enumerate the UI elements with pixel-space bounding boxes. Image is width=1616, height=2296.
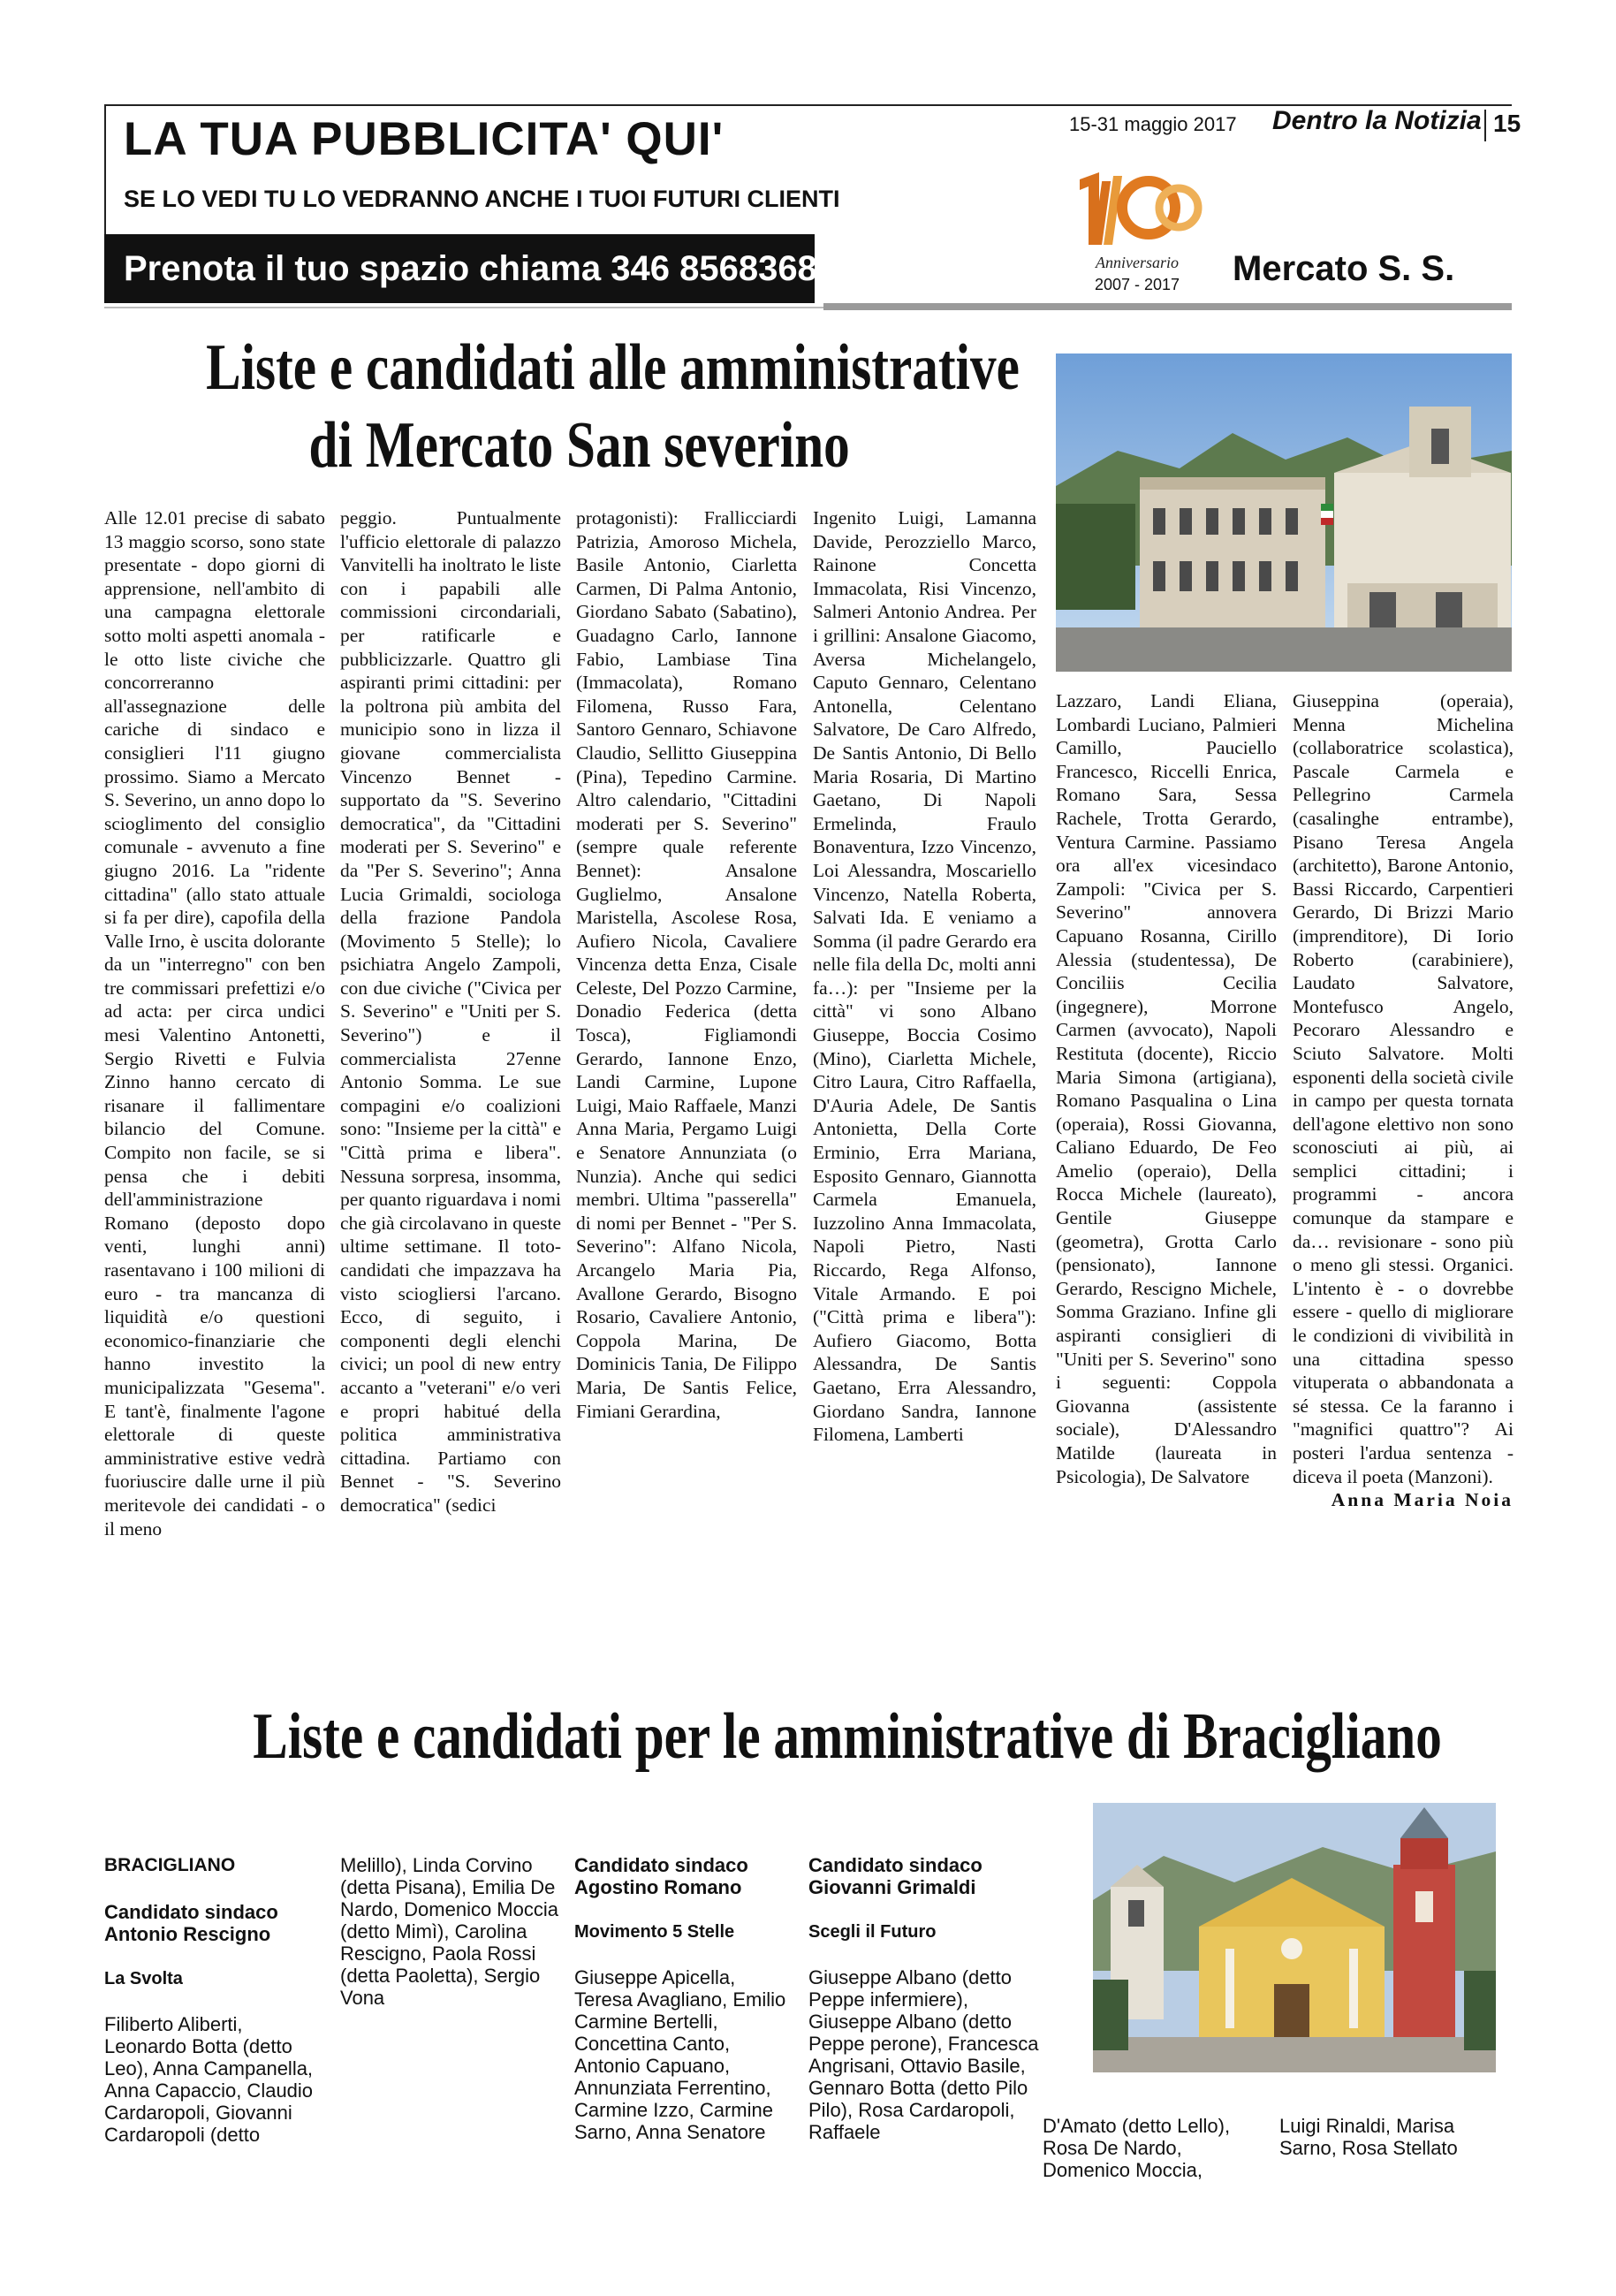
page-number-separator <box>1484 110 1486 141</box>
article1-column-5: Lazzaro, Landi Eliana, Lombardi Luciano, Palmieri Camillo, Pauciello Francesco, Riccelli Enrica, Romano Sara, Sessa Rachele, Trotta Gerardo, Ventura Carmine. Passiamo ora all'ex vicesindaco Zampoli: "Civica per S. Severino" annovera Capuano Rosanna, Cirillo Alessia (studentessa), De Conciliis Cecilia (ingegnere), Morrone Carmen (avvocato), Napoli Restituta (docente), Riccio Maria Simona (artigiana), Romano Pasqualina o Lina (operaia), Rossi Giovanna, Caliano Eduardo, De Feo Amelio (operaio), Della Rocca Michele (laureato), Gentile Giuseppe (geometra), Grotta Carlo (pensionato), Iannone Gerardo, Rescigno Michele, Somma Graziano. Infine gli aspiranti consiglieri di "Uniti per S. Severino" sono i seguenti: Coppola Giovanna (assistente sociale), D'Alessandro Matilde (laureata in Psicologia), De Salvatore <box>1056 690 1277 1487</box>
article1-column-3: protagonisti): Frallicciardi Patrizia, Amoroso Michela, Basile Antonio, Ciarletta Carmen, Di Palma Antonio, Giordano Sabato (Sabatino), Guadagno Carlo, Iannone Fabio, Lambiase Tina (Immacolata), Romano Filomena, Russo Fara, Santoro Gennaro, Schiavone Claudio, Sellitto Giuseppina (Pina), Tepedino Carmine. Altro calendario, "Cittadini moderati per S. Severino" (sempre quale referente Bennet): Ansalone Guglielmo, Ansalone Maristella, Ascolese Rosa, Aufiero Nicola, Cavaliere Vincenza detta Enza, Cisale Celeste, Del Pozzo Carmine, Donadio Federica (detta Tosca), Figliamondi Gerardo, Iannone Enzo, Landi Carmine, Lupone Luigi, Maio Raffaele, Manzi Anna Maria, Pergamo Luigi e Senatore Annunziata (o Nunzia). Anche qui sedici membri. Ultima "passerella" di nomi per Bennet - "Per S. Severino": Alfano Nicola, Arcangelo Maria Pia, Avallone Gerardo, Bisogno Rosario, Cavaliere Antonio, Coppola Marina, De Dominicis Tania, De Filippo Maria, De Santis Felice, Fimiani Gerardina, <box>576 507 797 1422</box>
candidate-2-label: Candidato sindaco Agostino Romano <box>574 1854 748 1898</box>
masthead: Dentro la Notizia <box>1272 106 1482 135</box>
article1-column-6 <box>1293 689 1514 1512</box>
list-1-names: Filiberto Aliberti, Leonardo Botta (detto Leo), Anna Campanella, Anna Capaccio, Claudio Cardaropoli, Giovanni Cardaropoli (detto <box>104 2013 314 2146</box>
anniversary-logo <box>1071 163 1203 296</box>
section-title: Mercato S. S. <box>1233 249 1455 288</box>
article1-author: Anna Maria Noia <box>1331 1489 1514 1511</box>
bracigliano-column-1 <box>104 1854 316 2146</box>
bracigliano-column-3 <box>574 1854 795 2143</box>
list-3-names-continued: D'Amato (detto Lello), Rosa De Nardo, Domenico Moccia, <box>1043 2115 1231 2181</box>
town-label: BRACIGLIANO <box>104 1855 236 1875</box>
header-grey-bar <box>823 303 1512 310</box>
list-2-names: Giuseppe Apicella, Teresa Avagliano, Emilio Carmine Bertelli, Concettina Canto, Antonio Capuano, Annunziata Ferrentino, Carmine Izzo, Carmine Sarno, Anna Senatore <box>574 1966 786 2143</box>
logo-years: 2007 - 2017 <box>1094 276 1180 293</box>
list-3-names: Giuseppe Albano (detto Peppe infermiere), Giuseppe Albano (detto Peppe perone), Francesca Angrisani, Ottavio Basile, Gennaro Botta (detto Pilo Pilo), Rosa Cardaropoli, Raffaele <box>808 1966 1039 2143</box>
church-photo <box>1093 1803 1496 2072</box>
candidate-1-label: Candidato sindaco Antonio Rescigno <box>104 1901 278 1945</box>
bracigliano-column-4 <box>808 1854 1043 2143</box>
article1-column-4: Ingenito Luigi, Lamanna Davide, Perozziello Marco, Rainone Concetta Immacolata, Risi Vincenzo, Salmeri Antonio Andrea. Per i grillini: Ansalone Giacomo, Aversa Michelangelo, Caputo Gennaro, Celentano Antonella, Celentano Salvatore, De Caro Alfredo, De Santis Antonio, Di Bello Maria Rosaria, Di Martino Gaetano, Di Napoli Ermelinda, Fraulo Bonaventura, Izzo Vincenzo, Loi Alessandra, Moscariello Vincenzo, Natella Roberta, Salvati Ida. E veniamo a Somma (il padre Gerardo era nelle fila della Dc, molti anni fa…): per "Insieme per la città" vi sono Albano Giuseppe, Boccia Cosimo (Mino), Ciarletta Michele, Citro Laura, Citro Raffaella, D'Auria Adele, De Santis Antonietta, Della Corte Erminio, Erra Mariana, Esposito Gennaro, Giannotta Carmela Emanuela, Iuzzolino Anna Immacolata, Napoli Pietro, Nasti Riccardo, Rega Alfonso, Vitale Armando. E poi ("Città prima e libera"): Aufiero Giacomo, Botta Alessandra, De Santis Gaetano, Erra Alessandro, Giordano Sandra, Iannone Filomena, Lamberti <box>813 507 1036 1446</box>
logo-caption: Anniversario <box>1096 254 1179 271</box>
bracigliano-church-image <box>1093 1803 1496 2072</box>
list-3-names-end: Luigi Rinaldi, Marisa Sarno, Rosa Stellato <box>1279 2115 1458 2159</box>
list-2-name: Movimento 5 Stelle <box>574 1922 735 1942</box>
article2-headline <box>104 1697 1512 1776</box>
bracigliano-column-5 <box>1043 2115 1259 2181</box>
bracigliano-column-2 <box>340 1854 561 2009</box>
article1-title-line1: Liste e candidati alle amministrative <box>206 331 1020 404</box>
article1-column-2: peggio. Puntualmente l'ufficio elettorale di palazzo Vanvitelli ha inoltrato le liste con i papabili alle commissioni circondariali, per ratificarle e pubblicizzarle. Quattro gli aspiranti primi cittadini: per la poltrona più ambita del municipio sono in lizza il giovane commercialista Vincenzo Bennet - supportato da "S. Severino democratica", da "Cittadini moderati per S. Severino" e da "Per S. Severino"; Anna Lucia Grimaldi, sociologa della frazione Pandola (Movimento 5 Stelle); lo psichiatra Angelo Zampoli, con due civiche ("Civica per S. Severino" e "Uniti per S. Severino") e il commercialista 27enne Antonio Somma. Le sue compagini e/o coalizioni sono: "Insieme per la città" e "Città prima e libera". Nessuna sorpresa, insomma, per quanto riguardava i nomi che già circolavano in queste ultime settimane. Il toto-candidati che impazzava ha visto sciogliersi l'arcano. Ecco, di seguito, i componenti degli elenchi civici; un pool di new entry accanto a "veterani" e/o veri e propri habitué della politica amministrativa cittadina. Partiamo con Bennet - "S. Severino democratica" (sedici <box>340 507 561 1516</box>
article1-title-line2: di Mercato San severino <box>308 409 850 482</box>
palace-photo <box>1056 354 1512 672</box>
ad-subtitle: SE LO VEDI TU LO VEDRANNO ANCHE I TUOI FUTURI CLIENTI <box>124 186 840 212</box>
ad-title: LA TUA PUBBLICITA' QUI' <box>124 113 725 165</box>
article2-title: Liste e candidati per le amministrative di Bracigliano <box>253 1700 1442 1773</box>
issue-date: 15-31 maggio 2017 <box>1069 113 1237 135</box>
bracigliano-column-6 <box>1279 2115 1500 2159</box>
article1-column-1: Alle 12.01 precise di sabato 13 maggio scorso, sono state presentate - dopo giorni di apprensione, nell'ambito di una campagna elettorale sotto molti aspetti anomala - le otto liste civiche che concorreranno all'assegnazione delle cariche di sindaco e consiglieri l'11 giugno prossimo. Siamo a Mercato S. Severino, un anno dopo lo scioglimento del consiglio comunale - avvenuto a fine giugno 2016. La "ridente cittadina" (allo stato attuale si fa per dire), capofila della Valle Irno, è uscita dolorante da un "interregno" con ben tre commissari prefettizi e/o ad acta: per circa undici mesi Valentino Antonetti, Sergio Rivetti e Fulvia Zinno hanno cercato di risanare il fallimentare bilancio del Comune. Compito non facile, se si pensa che i debiti dell'amministrazione Romano (deposto dopo venti, lunghi anni) rasentavano i 100 milioni di euro - tra mancanza di liquidità e/o questioni economico-finanziarie che hanno investito la municipalizzata "Gesema". E tant'è, finalmente l'agone elettorale di queste amministrative estive vedrà fuoriuscire dalle urne il più meritevole dei candidati - o il meno <box>104 507 325 1540</box>
palazzo-vanvitelli-image <box>1056 354 1512 672</box>
article1-column-6-text: Giuseppina (operaia), Menna Michelina (collaboratrice scolastica), Pascale Carmela e Pellegrino Carmela (casalinghe entrambe), Pisano Teresa Angela (architetto), Barone Antonio, Bassi Riccardo, Carpentieri Gerardo, Di Brizzi Mario (imprenditore), Di Iorio Roberto (carabiniere), Laudato Salvatore, Montefusco Angelo, Pecoraro Alessandro e Sciuto Salvatore. Molti esponenti della società civile in campo per questa tornata dell'agone elettivo non sono sconosciuti ai più, ai semplici cittadini; i programmi - ancora comunque da stampare e da… revisionare - sono più o meno gli stessi. Organici. L'intento è - o dovrebbe essere - quello di migliorare le condizioni di vivibilità in una cittadina spesso vituperata o abbandonata a sé stessa. Ce la faranno i "magnifici quattro"? Ai posteri l'ardua sentenza - diceva il poeta (Manzoni). <box>1293 690 1514 1487</box>
article1-headline <box>104 329 1054 484</box>
ad-contact-box: Prenota il tuo spazio chiama 346 8568368 <box>104 234 815 303</box>
list-3-name: Scegli il Futuro <box>808 1922 937 1942</box>
page-number: 15 <box>1493 110 1521 137</box>
candidate-3-label: Candidato sindaco Giovanni Grimaldi <box>808 1854 982 1898</box>
list-1-names-continued: Melillo), Linda Corvino (detta Pisana), Emilia De Nardo, Domenico Moccia (detto Mimì), Carolina Rescigno, Paola Rossi (detta Paoletta), Sergio Vona <box>340 1854 558 2009</box>
anniversary-logo-icon <box>1071 163 1203 296</box>
list-1-name: La Svolta <box>104 1969 183 1988</box>
